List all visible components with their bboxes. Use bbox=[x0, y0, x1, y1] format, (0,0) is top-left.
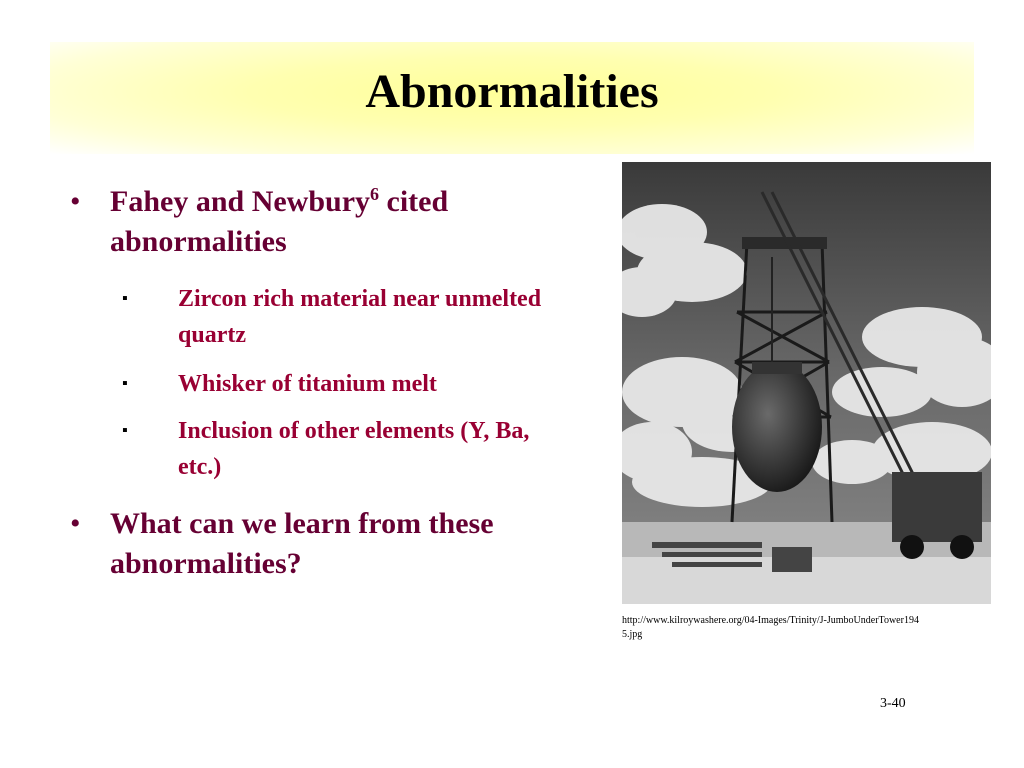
bullet-1 bbox=[70, 182, 570, 262]
subbullet-marker: ▪ bbox=[122, 290, 128, 307]
subbullet-marker: ▪ bbox=[122, 375, 128, 392]
subbullet-1 bbox=[122, 281, 572, 353]
subbullet-1-text: Zircon rich material near unmelted quartz bbox=[178, 286, 542, 348]
subbullet-2-text: Whisker of titanium melt bbox=[178, 371, 437, 397]
subbullet-3 bbox=[122, 413, 572, 485]
page-number: 3-40 bbox=[880, 696, 906, 711]
subbullet-marker: ▪ bbox=[122, 422, 128, 439]
subbullet-2 bbox=[122, 366, 572, 402]
citation-superscript: 6 bbox=[370, 184, 380, 204]
trinity-tower-photo bbox=[622, 162, 991, 604]
bullet-2 bbox=[70, 504, 570, 584]
bullet-1-text: Fahey and Newbury$^6$ cited abnormalities bbox=[110, 184, 449, 258]
bullet-marker: • bbox=[70, 507, 81, 540]
subbullet-3-text: Inclusion of other elements (Y, Ba, etc.) bbox=[178, 418, 530, 480]
bullet-marker: • bbox=[70, 185, 81, 218]
slide-title: Abnormalities bbox=[365, 65, 659, 118]
image-source-caption: http://www.kilroywashere.org/04-Images/Trinity/J-JumboUnderTower1945.jpg bbox=[622, 615, 919, 640]
bullet-2-text: What can we learn from these abnormalities? bbox=[110, 507, 494, 580]
